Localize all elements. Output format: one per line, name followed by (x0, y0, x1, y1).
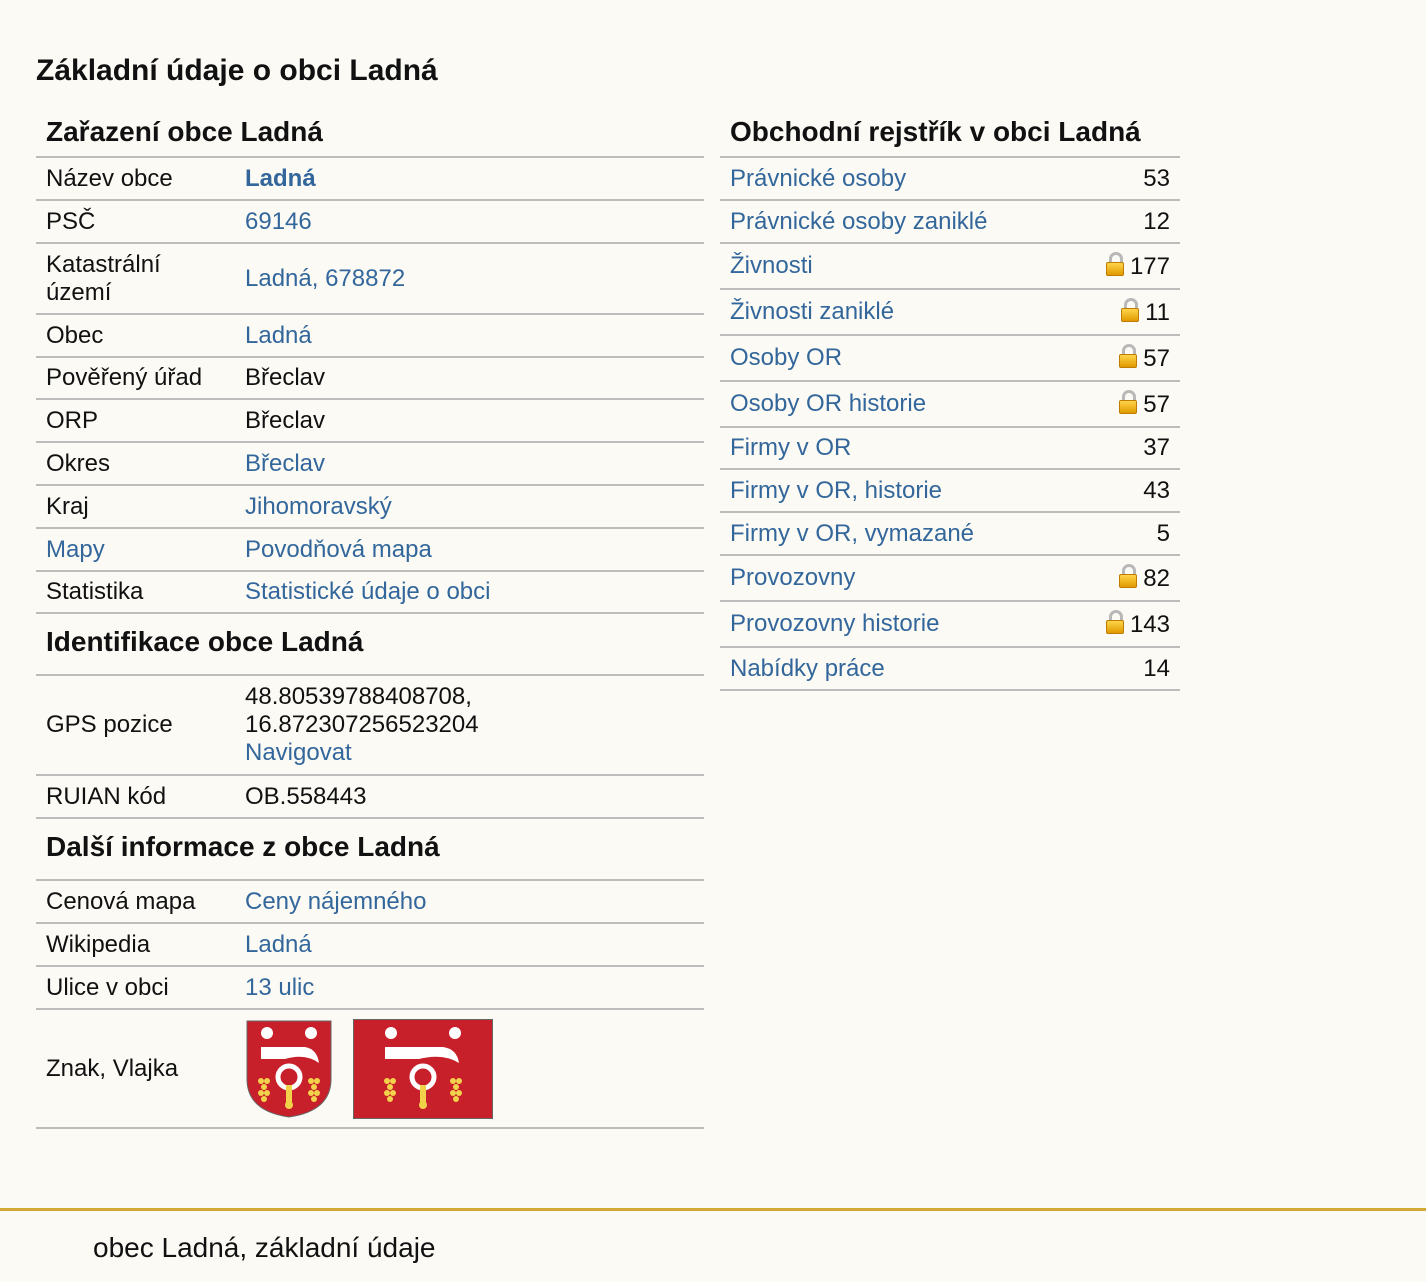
table-row (36, 357, 704, 399)
rejstrik-count: 53 (1073, 158, 1180, 200)
lock-icon (1106, 610, 1124, 634)
navigate-link[interactable]: Navigovat (245, 739, 352, 766)
statistika-link[interactable]: Statistické údaje o obci (245, 578, 491, 605)
table-row (720, 335, 1180, 381)
table-row (720, 427, 1180, 469)
table-row (720, 243, 1180, 289)
katastralni-uzemi-link[interactable]: Ladná, 678872 (245, 264, 406, 292)
lock-icon (1119, 344, 1137, 368)
table-row (36, 881, 704, 923)
table-row (36, 923, 704, 966)
row-key: PSČ (36, 200, 235, 243)
rejstrik-link[interactable]: Osoby OR (730, 344, 843, 371)
table-row (36, 775, 704, 818)
page-title: Základní údaje o obci Ladná (36, 54, 438, 87)
rejstrik-count: 143 (1129, 610, 1170, 638)
ruian-label: RUIAN kód (36, 775, 235, 818)
rejstrik-count: 177 (1129, 252, 1170, 280)
footer-divider (0, 1208, 1426, 1211)
rejstrik-link[interactable]: Firmy v OR, vymazané (730, 519, 975, 547)
rejstrik-count: 57 (1143, 390, 1170, 418)
table-row (720, 647, 1180, 690)
gps-lat: 48.80539788408708, (245, 683, 472, 710)
wikipedia-link[interactable]: Ladná (245, 930, 312, 958)
rejstrik-count: 37 (1073, 427, 1180, 469)
table-row (36, 158, 704, 200)
rejstrik-count: 12 (1073, 200, 1180, 243)
lock-icon (1119, 390, 1137, 414)
table-row (720, 469, 1180, 512)
rejstrik-link[interactable]: Osoby OR historie (730, 390, 927, 417)
row-key: Statistika (36, 571, 235, 613)
rejstrik-link[interactable]: Provozovny (730, 564, 856, 591)
table-row (720, 555, 1180, 601)
obec-link[interactable]: Ladná (245, 321, 312, 349)
povodnova-mapa-link[interactable]: Povodňová mapa (245, 535, 432, 563)
table-row (36, 485, 704, 528)
lock-icon (1121, 298, 1139, 322)
okres-link[interactable]: Břeclav (245, 449, 326, 477)
gps-label: GPS pozice (36, 676, 235, 775)
ruian-value: OB.558443 (235, 775, 704, 818)
ulice-link[interactable]: 13 ulic (245, 973, 315, 1001)
rejstrik-count: 43 (1073, 469, 1180, 512)
emblem-label: Znak, Vlajka (36, 1009, 235, 1128)
right-column (720, 106, 1180, 691)
row-key: ORP (36, 399, 235, 442)
table-row (36, 200, 704, 243)
table-row (36, 1009, 704, 1128)
rejstrik-title: Obchodní rejstřík v obci Ladná (720, 106, 1180, 158)
left-column (36, 106, 704, 1129)
coat-of-arms-icon[interactable] (245, 1019, 333, 1119)
rejstrik-link[interactable]: Živnosti zaniklé (730, 298, 895, 325)
row-key: Cenová mapa (36, 881, 235, 923)
lock-icon (1106, 252, 1124, 276)
row-key: Pověřený úřad (36, 357, 235, 399)
rejstrik-link[interactable]: Právnické osoby zaniklé (730, 207, 988, 235)
footer-text: obec Ladná, základní údaje (93, 1232, 436, 1263)
table-row (36, 571, 704, 613)
table-row (36, 966, 704, 1009)
ceny-najemneho-link[interactable]: Ceny nájemného (245, 887, 427, 915)
row-key: Ulice v obci (36, 966, 235, 1009)
table-row (720, 158, 1180, 200)
rejstrik-count: 57 (1143, 344, 1170, 372)
rejstrik-count: 11 (1145, 298, 1170, 326)
identifikace-table (36, 676, 704, 819)
rejstrik-link[interactable]: Právnické osoby (730, 164, 907, 192)
rejstrik-count: 5 (1073, 512, 1180, 555)
table-row (36, 676, 704, 775)
row-key: Katastrální území (36, 243, 235, 314)
lock-icon (1119, 564, 1137, 588)
row-key: Obec (36, 314, 235, 357)
table-row (36, 314, 704, 357)
table-row (36, 442, 704, 485)
flag-icon[interactable] (353, 1019, 493, 1119)
kraj-link[interactable]: Jihomoravský (245, 492, 392, 520)
table-row (720, 289, 1180, 335)
table-row (720, 601, 1180, 647)
povereny-urad-value: Břeclav (235, 357, 704, 399)
rejstrik-table (720, 158, 1180, 691)
rejstrik-link[interactable]: Firmy v OR, historie (730, 476, 943, 504)
table-row (36, 399, 704, 442)
rejstrik-count: 82 (1143, 564, 1170, 592)
table-row (720, 381, 1180, 427)
row-key: Okres (36, 442, 235, 485)
rejstrik-count: 14 (1073, 647, 1180, 690)
table-row (36, 528, 704, 571)
mapy-link[interactable]: Mapy (46, 535, 105, 563)
dalsi-title: Další informace z obce Ladná (36, 819, 704, 881)
dalsi-table (36, 881, 704, 1129)
orp-value: Břeclav (235, 399, 704, 442)
rejstrik-link[interactable]: Nabídky práce (730, 654, 885, 682)
rejstrik-link[interactable]: Provozovny historie (730, 610, 940, 637)
table-row (36, 243, 704, 314)
zarazeni-table (36, 158, 704, 614)
table-row (720, 512, 1180, 555)
row-key: Kraj (36, 485, 235, 528)
psc-link[interactable]: 69146 (245, 207, 312, 235)
identifikace-title: Identifikace obce Ladná (36, 614, 704, 676)
rejstrik-link[interactable]: Živnosti (730, 252, 813, 279)
zarazeni-title: Zařazení obce Ladná (36, 106, 704, 158)
gps-lon: 16.872307256523204 (245, 711, 479, 738)
table-row (720, 200, 1180, 243)
rejstrik-link[interactable]: Firmy v OR (730, 434, 852, 461)
nazev-obce-link[interactable]: Ladná (245, 164, 316, 192)
row-key: Wikipedia (36, 923, 235, 966)
row-key: Název obce (36, 158, 235, 200)
